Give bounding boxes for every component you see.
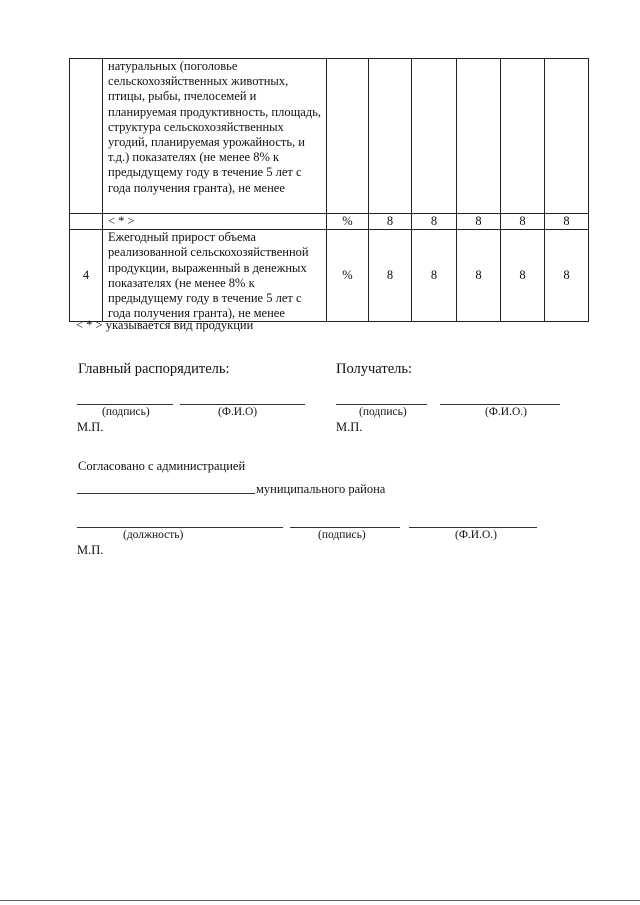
stamp-label: М.П. [77,543,104,557]
fio-line [440,404,560,405]
fio-caption: (Ф.И.О.) [485,406,527,418]
signature-line [77,404,173,405]
cell-value: 8 [545,230,589,322]
cell-indicator-text: Ежегодный прирост объема реализованной сельскохозяйственной продукции, выраженный в денежных показателях (не менее 8% к предыдущему году в течение 5 лет с года получения гранта), не менее [103,230,327,322]
fio-line [409,527,537,528]
indicators-table [69,58,589,322]
approval-title: Согласовано с администрацией [78,459,246,473]
sign-caption: (подпись) [359,406,407,418]
cell-unit: % [327,214,369,230]
position-line [77,527,283,528]
administration-line [77,493,255,494]
district-suffix: муниципального района [256,482,386,496]
cell-value: 8 [369,230,412,322]
main-manager-label: Главный распорядитель: [78,361,230,377]
signature-line [336,404,427,405]
position-caption: (должность) [123,529,184,541]
cell-row-number: 4 [70,230,103,322]
cell-value: 8 [545,214,589,230]
table-row-product [70,214,589,230]
fio-line [180,404,305,405]
cell-unit: % [327,230,369,322]
cell-value: 8 [501,230,545,322]
cell-value: 8 [457,230,501,322]
stamp-label: М.П. [77,420,104,434]
cell-product-label: < * > [103,214,327,230]
table-row-continued [70,59,589,214]
cell-value: 8 [457,214,501,230]
cell-value: 8 [412,214,457,230]
fio-caption: (Ф.И.О.) [455,529,497,541]
table-row-4 [70,230,589,322]
footnote: < * > указывается вид продукции [76,318,254,332]
cell-value: 8 [412,230,457,322]
cell-value: 8 [369,214,412,230]
stamp-label: М.П. [336,420,363,434]
sign-caption: (подпись) [102,406,150,418]
cell-value: 8 [501,214,545,230]
cell-indicator-text-continued: натуральных (поголовье сельскохозяйственных животных, птицы, рыбы, пчелосемей и планируемая продуктивность, площадь, структура сельскохозяйственных угодий, планируемая урожайность, и т.д.) показателях (не менее 8% к предыдущему году в течение 5 лет с года получения гранта), не менее [103,59,327,214]
page-bottom-rule [0,900,640,901]
recipient-label: Получатель: [336,361,413,377]
fio-caption: (Ф.И.О) [218,406,258,418]
signature-line [290,527,400,528]
sign-caption: (подпись) [318,529,366,541]
cell-number-empty [70,59,103,214]
